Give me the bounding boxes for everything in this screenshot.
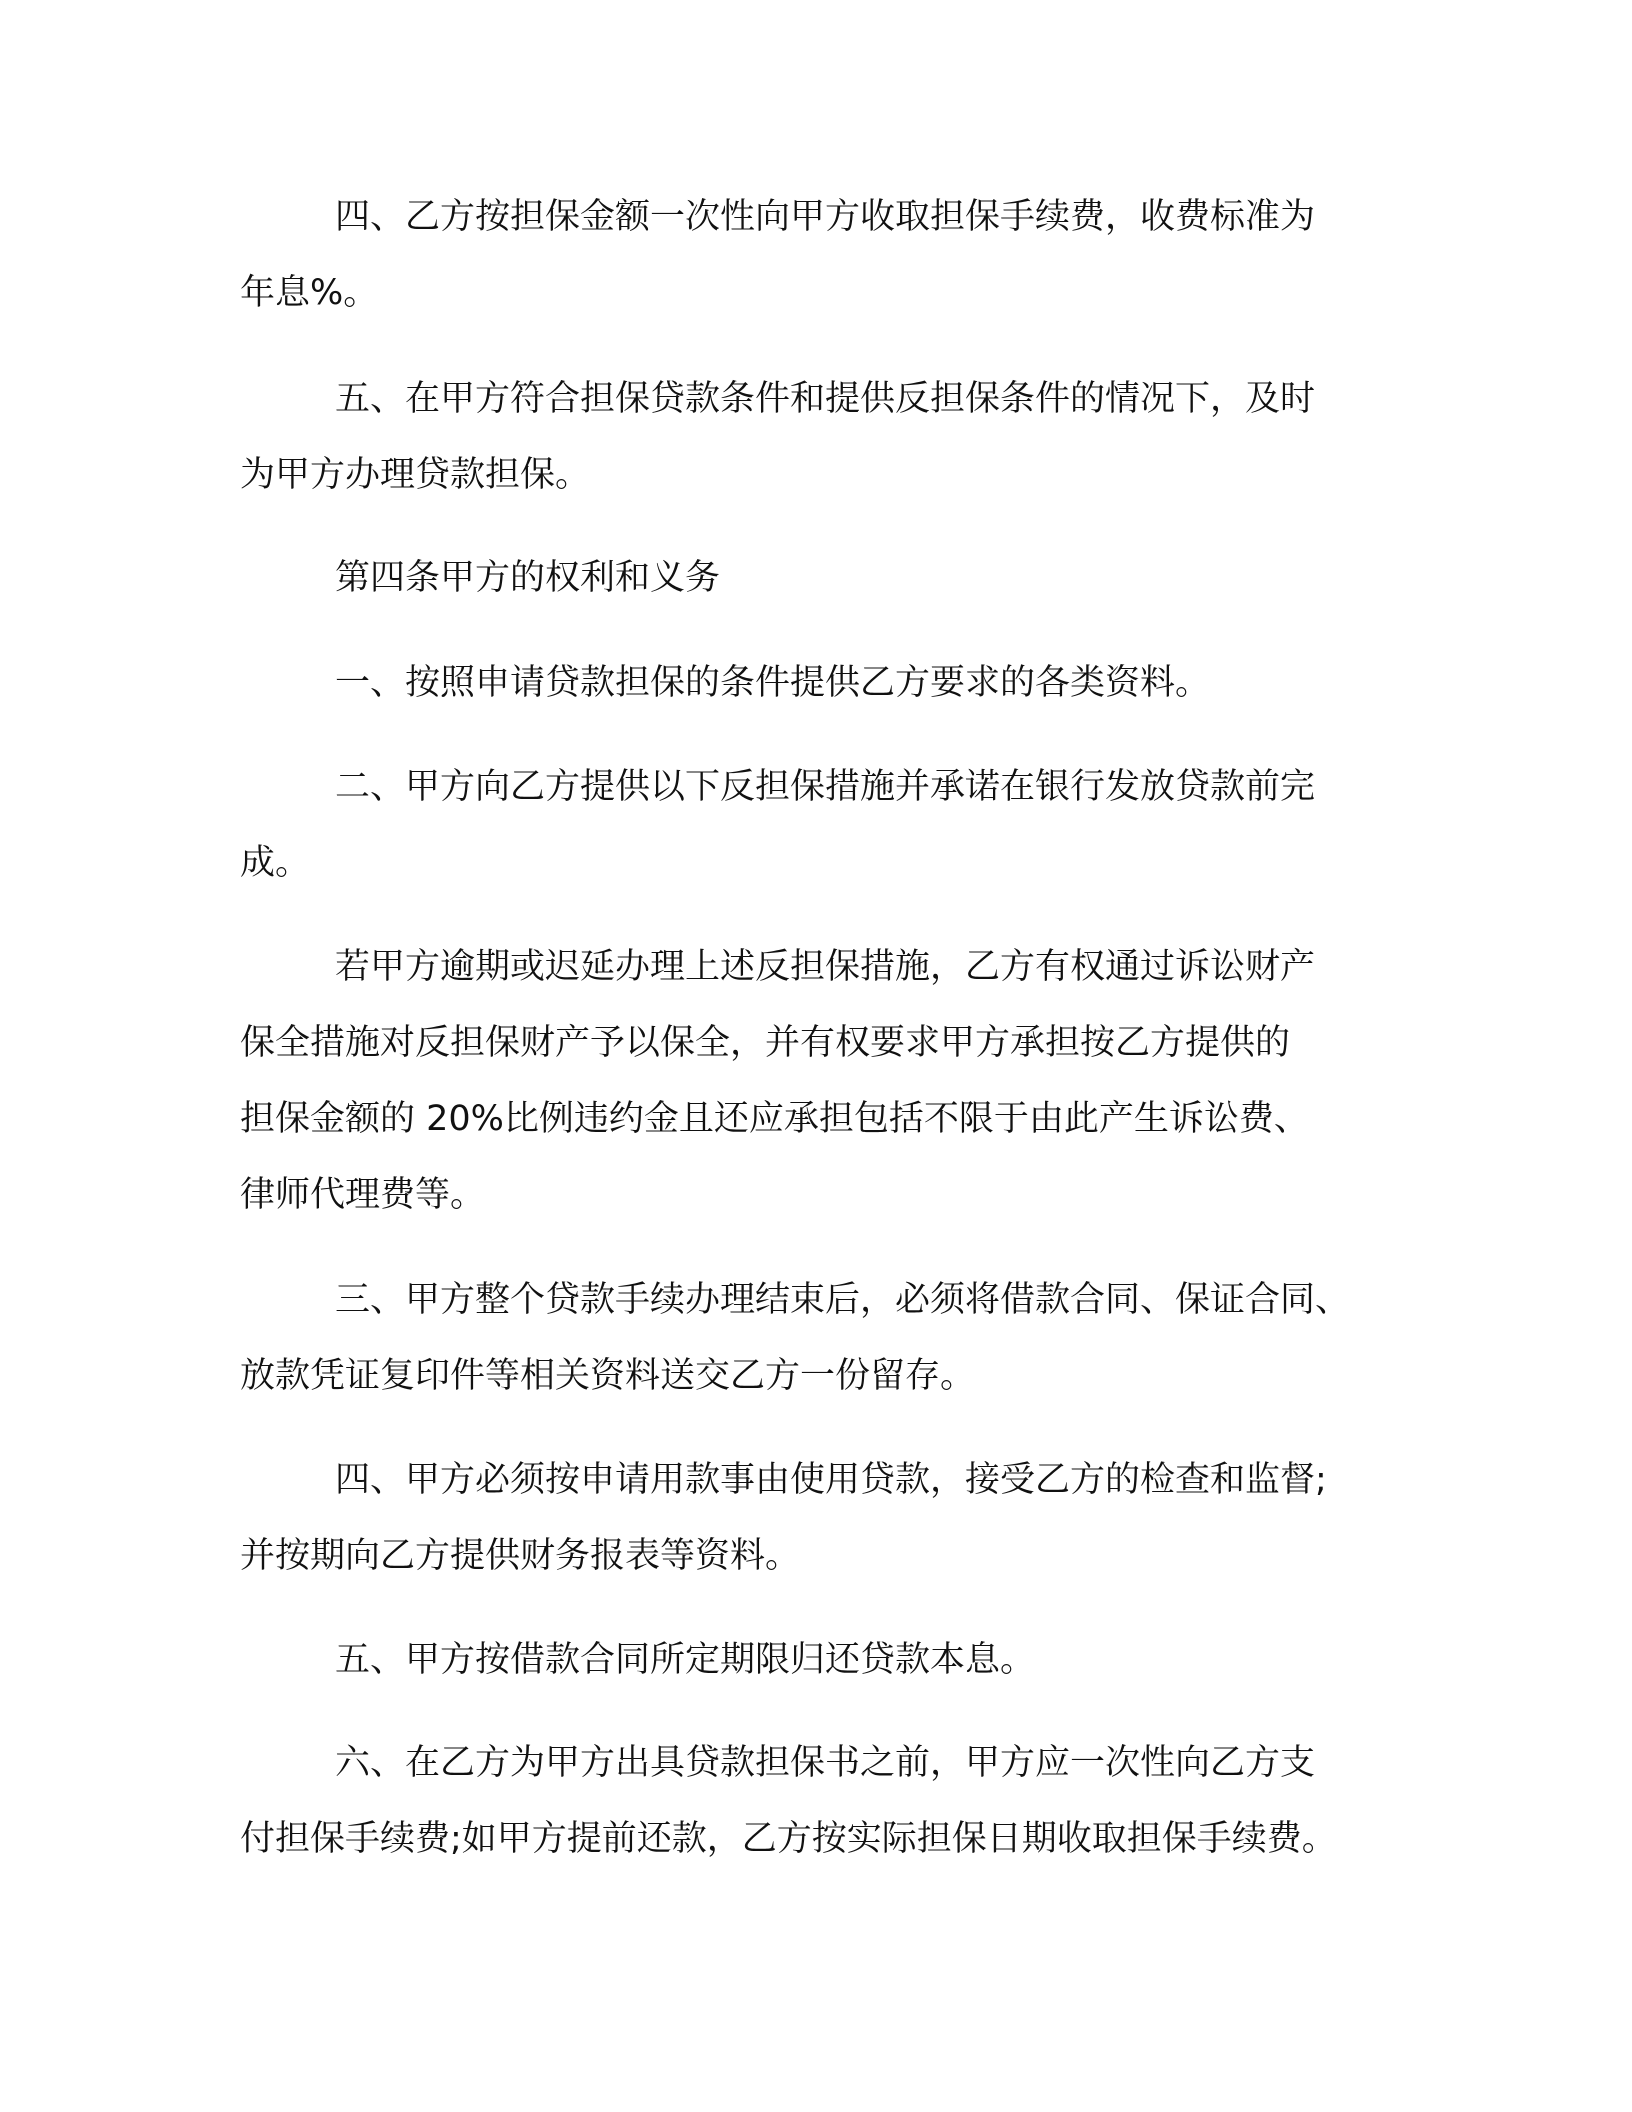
overdue-paragraph-line-1: 若甲方逾期或迟延办理上述反担保措施，乙方有权通过诉讼财产 xyxy=(335,947,1316,987)
item-6-line-2: 付担保手续费;如甲方提前还款，乙方按实际担保日期收取担保手续费。 xyxy=(240,1819,1337,1859)
overdue-paragraph-line-3: 担保金额的 20%比例违约金且还应承担包括不限于由此产生诉讼费、 xyxy=(240,1099,1309,1139)
item-4-line-1: 四、甲方必须按申请用款事由使用贷款，接受乙方的检查和监督; xyxy=(335,1460,1327,1500)
clause-5-line-1: 五、在甲方符合担保贷款条件和提供反担保条件的情况下，及时 xyxy=(335,379,1316,419)
overdue-paragraph-line-4: 律师代理费等。 xyxy=(240,1175,486,1215)
article-heading: 第四条甲方的权利和义务 xyxy=(335,558,721,598)
item-4-line-2: 并按期向乙方提供财务报表等资料。 xyxy=(240,1536,801,1576)
clause-4-line-2: 年息%。 xyxy=(240,273,379,313)
item-2-line-2: 成。 xyxy=(240,843,311,883)
item-3-line-1: 三、甲方整个贷款手续办理结束后，必须将借款合同、保证合同、 xyxy=(335,1280,1351,1320)
overdue-paragraph-line-2: 保全措施对反担保财产予以保全，并有权要求甲方承担按乙方提供的 xyxy=(240,1023,1291,1063)
item-5: 五、甲方按借款合同所定期限归还贷款本息。 xyxy=(335,1640,1036,1680)
item-2-line-1: 二、甲方向乙方提供以下反担保措施并承诺在银行发放贷款前完 xyxy=(335,767,1316,807)
item-3-line-2: 放款凭证复印件等相关资料送交乙方一份留存。 xyxy=(240,1356,976,1396)
clause-5-line-2: 为甲方办理贷款担保。 xyxy=(240,455,591,495)
item-1: 一、按照申请贷款担保的条件提供乙方要求的各类资料。 xyxy=(335,663,1211,703)
item-6-line-1: 六、在乙方为甲方出具贷款担保书之前，甲方应一次性向乙方支 xyxy=(335,1743,1316,1783)
clause-4-line-1: 四、乙方按担保金额一次性向甲方收取担保手续费，收费标准为 xyxy=(335,197,1316,237)
